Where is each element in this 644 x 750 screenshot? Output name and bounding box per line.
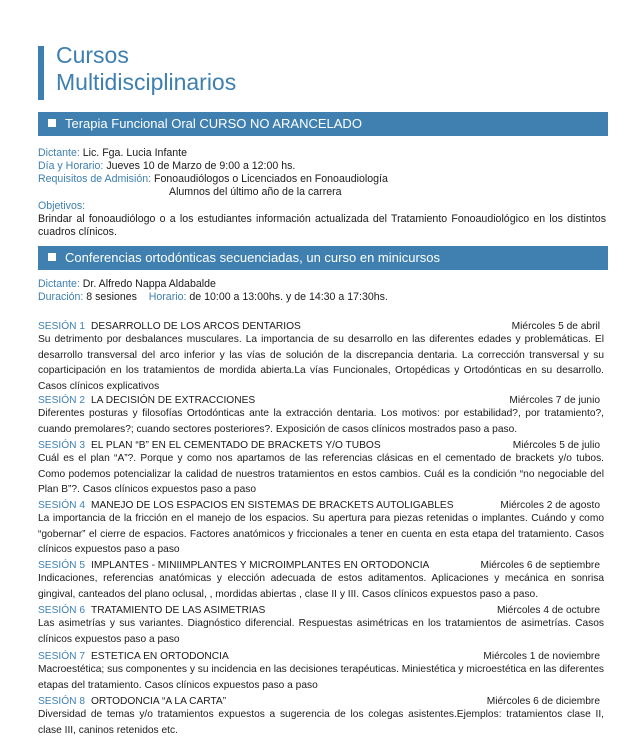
page-title-line-1: Cursos bbox=[56, 42, 129, 68]
session-title: EL PLAN “B” EN EL CEMENTADO DE BRACKETS Y/O TUBOS bbox=[91, 440, 381, 451]
session-date: Miércoles 2 de agosto bbox=[500, 500, 600, 511]
session-1 bbox=[38, 320, 604, 394]
session-number: SESIÓN 1 bbox=[38, 321, 85, 332]
course-2-schedule-value: de 10:00 a 13:00hs. y de 14:30 a 17:30hs. bbox=[189, 291, 388, 303]
page-title-line-2: Multidisciplinarios bbox=[56, 69, 237, 95]
course-1-objectives bbox=[38, 200, 606, 239]
course-1-title: Terapia Funcional Oral CURSO NO ARANCELADO bbox=[65, 116, 362, 131]
session-description: Su detrimento por desbalances musculares. La importancia de su desarrollo en las diferentes edades y problemáticas. El desarrollo transversal del arco inferior y las vías de solución de la discrepancia dentaria. La corrección transversal y su coparticipación en los tratamientos de mordida abierta.La vías Funcionales, Ortopédicas y Ortodónticas en su desarrollo. Casos clínicos explicativos bbox=[38, 334, 604, 392]
session-date: Miércoles 6 de diciembre bbox=[486, 696, 600, 707]
course-2-duration-row bbox=[38, 291, 606, 304]
schedule-value: Jueves 10 de Marzo de 9:00 a 12:00 hs. bbox=[106, 160, 296, 172]
session-number: SESIÓN 5 bbox=[38, 560, 85, 571]
session-description: Diversidad de temas y/o tratamientos expuestos a sugerencia de los colegas asistentes.Ejemplos: tratamientos clase II, clase III, caninos retenidos etc. bbox=[38, 709, 604, 736]
requirements-value-2: Alumnos del último año de la carrera bbox=[169, 186, 342, 198]
requirements-row bbox=[38, 173, 606, 186]
session-title: ESTETICA EN ORTODONCIA bbox=[91, 651, 229, 662]
session-header bbox=[38, 695, 604, 709]
session-title: MANEJO DE LOS ESPACIOS EN SISTEMAS DE BRACKETS AUTOLIGABLES bbox=[91, 500, 454, 511]
session-description: Cuál es el plan “A”?. Porque y como nos apartamos de las referencias clásicas en el cementado de brackets y/o tubos. Como podemos potencializar la calidad de nuestros tratamientos en estos cambios. Cuál es la condición “no negociable del Plan B”?. Casos clínicos expuestos paso a paso bbox=[38, 453, 604, 495]
session-header bbox=[38, 650, 604, 664]
session-description: Indicaciones, referencias anatómicas y elección adecuada de estos aditamentos. Aplicaciones y mecánica en sonrisa gingival, canteados del plano oclusal, , mordidas abiertas , clase II y III. Casos clínicos expuestos paso a paso. bbox=[38, 573, 604, 600]
dictante-value: Lic. Fga. Lucia Infante bbox=[82, 147, 188, 159]
session-date: Miércoles 6 de septiembre bbox=[480, 560, 600, 571]
session-header bbox=[38, 499, 604, 513]
session-date: Miércoles 1 de noviembre bbox=[483, 651, 600, 662]
session-header bbox=[38, 559, 604, 573]
session-title: LA DECISIÓN DE EXTRACCIONES bbox=[91, 395, 256, 406]
session-header bbox=[38, 439, 604, 453]
session-description: Las asimetrías y sus variantes. Diagnóstico diferencial. Respuestas asimétricas en los tratamientos de asimetrías. Casos clínicos expuestos paso a paso bbox=[38, 618, 604, 645]
session-description: La importancia de la fricción en el manejo de los espacios. Su apertura para piezas retenidas o implantes. Cuándo y como “gobernar” el cierre de espacios. Factores anatómicos y friccionales a tener en cuenta en esta etapa del tratamiento. Casos clínicos expuestos paso a paso bbox=[38, 513, 604, 555]
session-description: Macroestética; sus componentes y su incidencia en las decisiones terapéuticas. Miniestética y microestética en las diferentes etapas del tratamiento. Casos clínicos expuestos paso a paso bbox=[38, 664, 604, 691]
course-2-schedule-label: Horario: bbox=[148, 291, 187, 303]
session-title: IMPLANTES - MINIIMPLANTES Y MICROIMPLANTES EN ORTODONCIA bbox=[91, 560, 430, 571]
session-date: Miércoles 5 de abril bbox=[511, 321, 600, 332]
session-6 bbox=[38, 604, 604, 647]
page-title bbox=[56, 42, 236, 96]
session-date: Miércoles 4 de octubre bbox=[496, 605, 600, 616]
schedule-label: Día y Horario: bbox=[38, 160, 104, 172]
schedule-row bbox=[38, 160, 606, 173]
session-number: SESIÓN 2 bbox=[38, 395, 85, 406]
session-number: SESIÓN 8 bbox=[38, 696, 85, 707]
session-description: Diferentes posturas y filosofías Ortodónticas ante la extracción dentaria. Los motivos: por estabilidad?, por tratamiento?, cuando premolares?; cuando sectores posteriores?. Exposición de casos clínicos mostrados paso a paso. bbox=[38, 408, 604, 435]
objectives-label: Objetivos: bbox=[38, 200, 86, 212]
requirements-value: Fonoaudiólogos o Licenciados en Fonoaudiología bbox=[154, 173, 388, 185]
session-2 bbox=[38, 394, 604, 437]
dictante-row bbox=[38, 147, 606, 160]
session-header bbox=[38, 394, 604, 408]
course-2-dictante-label: Dictante: bbox=[38, 278, 80, 290]
duration-label: Duración: bbox=[38, 291, 84, 303]
course-2-details bbox=[38, 278, 606, 304]
course-1-header bbox=[38, 112, 608, 136]
course-2-dictante-row bbox=[38, 278, 606, 291]
course-1-details bbox=[38, 147, 606, 199]
session-header bbox=[38, 604, 604, 618]
session-title: ORTODONCIA “A LA CARTA” bbox=[91, 696, 227, 707]
session-8 bbox=[38, 695, 604, 738]
course-2-dictante-value: Dr. Alfredo Nappa Aldabalde bbox=[82, 278, 216, 290]
session-date: Miércoles 7 de junio bbox=[509, 395, 600, 406]
bullet-square-icon bbox=[48, 119, 56, 127]
session-title: TRATAMIENTO DE LAS ASIMETRIAS bbox=[91, 605, 266, 616]
session-date: Miércoles 5 de julio bbox=[512, 440, 600, 451]
session-number: SESIÓN 7 bbox=[38, 651, 85, 662]
session-title: DESARROLLO DE LOS ARCOS DENTARIOS bbox=[91, 321, 301, 332]
session-5 bbox=[38, 559, 604, 602]
session-number: SESIÓN 4 bbox=[38, 500, 85, 511]
session-3 bbox=[38, 439, 604, 498]
bullet-square-icon bbox=[48, 253, 56, 261]
course-2-title: Conferencias ortodónticas secuenciadas, un curso en minicursos bbox=[65, 250, 441, 265]
duration-value: 8 sesiones bbox=[86, 291, 137, 303]
session-7 bbox=[38, 650, 604, 693]
course-2-header bbox=[38, 246, 608, 270]
requirements-label: Requisitos de Admisión: bbox=[38, 173, 152, 185]
objectives-text: Brindar al fonoaudiólogo o a los estudiantes información actualizada del Tratamiento Fonoaudiológico en los distintos cuadros clínicos. bbox=[38, 213, 606, 238]
dictante-label: Dictante: bbox=[38, 147, 80, 159]
session-number: SESIÓN 3 bbox=[38, 440, 85, 451]
session-number: SESIÓN 6 bbox=[38, 605, 85, 616]
session-4 bbox=[38, 499, 604, 558]
session-header bbox=[38, 320, 604, 334]
title-accent-bar bbox=[38, 46, 44, 100]
